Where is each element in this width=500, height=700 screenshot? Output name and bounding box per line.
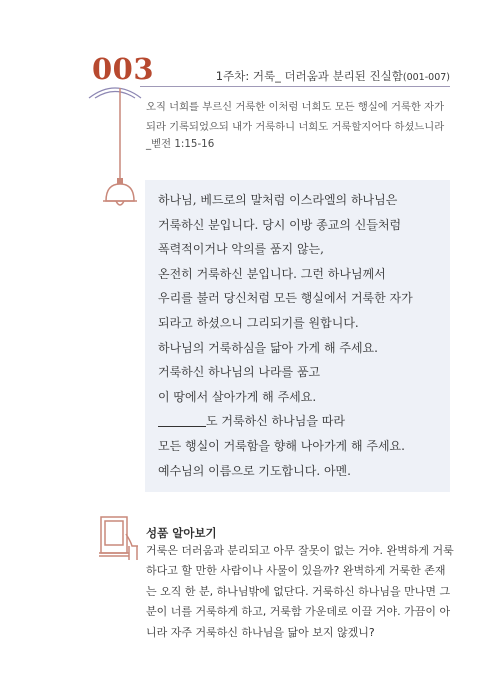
section-body: 거룩은 더러움과 분리되고 아무 잘못이 없는 거야. 완벽하게 거룩하다고 할 만한 사람이나 사물이 있을까? 완벽하게 거룩한 존재는 오직 한 분, 하나님밖에 없단다. 거룩하신 하나님을 만나면 그분이 너를 거룩하게 하고, 거룩함 가운데로 이끌 거야. 가끔이 아니라 자주 거룩하신 하나님을 닮아 보지 않겠니? (146, 544, 454, 639)
bible-verse: 오직 너희를 부르신 거룩한 이처럼 너희도 모든 행실에 거룩한 자가 되라 기록되었으되 내가 거룩하니 너희도 거룩할지어다 하셨느니라 (146, 101, 445, 133)
section-title: 성품 알아보기 (146, 526, 217, 540)
chapter-title-text: 1주차: 거룩_ 더러움과 분리된 진실함 (215, 69, 403, 83)
prayer-line: 되라고 하셨으니 그리되기를 원합니다. (158, 315, 359, 330)
prayer-text (158, 188, 448, 483)
prayer-line: 온전히 거룩하신 분입니다. 그런 하나님께서 (158, 266, 386, 281)
prayer-line: 하나님의 거룩하심을 닮아 가게 해 주세요. (158, 340, 378, 355)
prayer-line: 폭력적이거나 악의를 품지 않는, (158, 242, 324, 257)
prayer-line-with-blank (158, 409, 448, 434)
fill-in-blank[interactable] (158, 411, 206, 427)
prayer-line: 우리를 불러 당신처럼 모든 행실에서 거룩한 자가 (158, 291, 413, 306)
verse-reference: _벧전 1:15-16 (146, 138, 215, 150)
page-number: 003 (92, 52, 155, 86)
prayer-line: 이 땅에서 살아가게 해 주세요. (158, 389, 317, 404)
prayer-line: 하나님, 베드로의 말처럼 이스라엘의 하나님은 (158, 193, 398, 207)
prayer-line: 거룩하신 분입니다. 당시 이방 종교의 신들처럼 (158, 217, 402, 232)
prayer-line: 예수님의 이름으로 기도합니다. 아멘. (158, 463, 351, 478)
hanging-lamp-icon (100, 88, 140, 218)
chapter-range: (001-007) (402, 72, 450, 83)
header-divider (140, 86, 450, 87)
prayer-line: 거룩하신 하나님의 나라를 품고 (158, 365, 321, 380)
blank-line-text: 도 거룩하신 하나님을 따라 (206, 414, 345, 429)
prayer-line: 모든 행실이 거룩함을 향해 나아가게 해 주세요. (158, 438, 405, 453)
chapter-title (216, 68, 450, 84)
window-chair-icon (96, 514, 140, 562)
